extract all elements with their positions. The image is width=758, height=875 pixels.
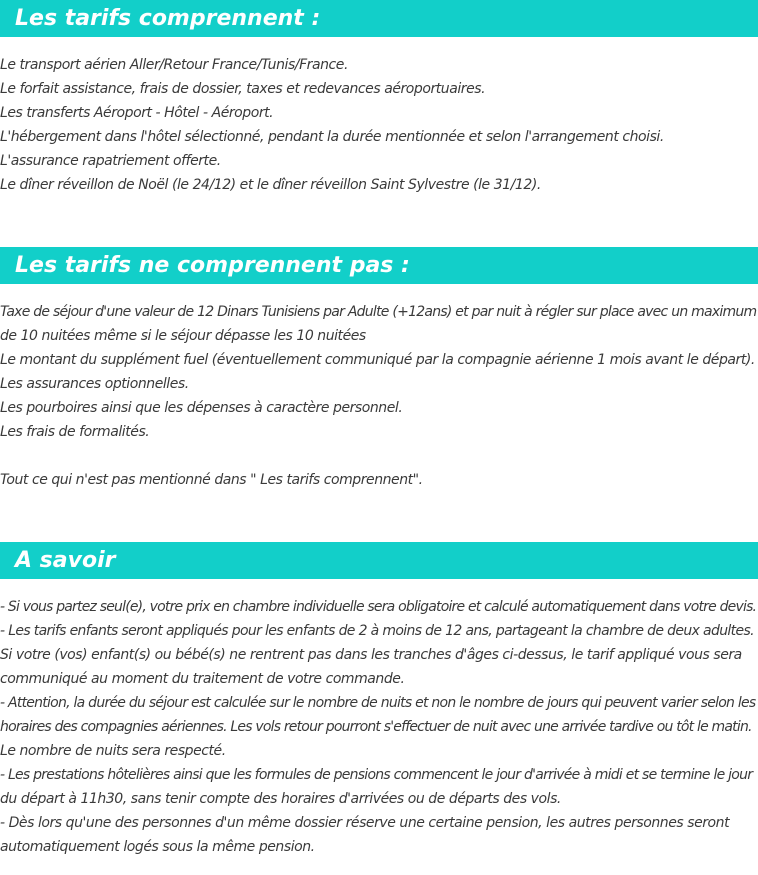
- included-line: Le dîner réveillon de Noël (le 24/12) et le dîner réveillon Saint Sylvestre (le 31/12).: [0, 177, 541, 193]
- excluded-section: [0, 247, 758, 492]
- excluded-spacer: [0, 444, 758, 468]
- included-line: Le transport aérien Aller/Retour France/Tunis/France.: [0, 57, 348, 73]
- good-to-know-line: - Les prestations hôtelières ainsi que les formules de pensions commencent le jour d'arrivée à midi et se termine le jour: [0, 767, 753, 783]
- included-header: [0, 0, 758, 37]
- good-to-know-header: [0, 542, 758, 579]
- included-line: Les transferts Aéroport - Hôtel - Aéroport.: [0, 105, 274, 121]
- excluded-footer-line: Tout ce qui n'est pas mentionné dans " Les tarifs comprennent".: [0, 472, 423, 488]
- included-line: L'hébergement dans l'hôtel sélectionné, pendant la durée mentionnée et selon l'arrangement choisi.: [0, 129, 664, 145]
- excluded-body: [0, 284, 758, 492]
- good-to-know-body: [0, 579, 758, 859]
- excluded-line: Le montant du supplément fuel (éventuellement communiqué par la compagnie aérienne 1 mois avant le départ).: [0, 352, 755, 368]
- excluded-line: Taxe de séjour d'une valeur de 12 Dinars Tunisiens par Adulte (+12ans) et par nuit à régler sur place avec un maximum: [0, 304, 757, 320]
- good-to-know-line: - Les tarifs enfants seront appliqués pour les enfants de 2 à moins de 12 ans, partageant la chambre de deux adultes.: [0, 623, 754, 639]
- included-line: Le forfait assistance, frais de dossier, taxes et redevances aéroportuaires.: [0, 81, 486, 97]
- excluded-line: de 10 nuitées même si le séjour dépasse les 10 nuitées: [0, 328, 366, 344]
- good-to-know-line: du départ à 11h30, sans tenir compte des horaires d'arrivées ou de départs des vols.: [0, 791, 561, 807]
- included-section: [0, 0, 758, 197]
- excluded-title: Les tarifs ne comprennent pas :: [15, 253, 410, 278]
- good-to-know-line: horaires des compagnies aériennes. Les vols retour pourront s'effectuer de nuit avec une arrivée tardive ou tôt le matin.: [0, 719, 752, 735]
- good-to-know-line: automatiquement logés sous la même pension.: [0, 839, 315, 855]
- good-to-know-line: Le nombre de nuits sera respecté.: [0, 743, 226, 759]
- excluded-header: [0, 247, 758, 284]
- good-to-know-section: [0, 542, 758, 859]
- good-to-know-title: A savoir: [15, 548, 116, 573]
- good-to-know-line: communiqué au moment du traitement de votre commande.: [0, 671, 405, 687]
- good-to-know-line: - Attention, la durée du séjour est calculée sur le nombre de nuits et non le nombre de jours qui peuvent varier selon les: [0, 695, 756, 711]
- included-line: L'assurance rapatriement offerte.: [0, 153, 221, 169]
- good-to-know-line: - Si vous partez seul(e), votre prix en chambre individuelle sera obligatoire et calculé automatiquement dans votre devis.: [0, 599, 757, 615]
- good-to-know-line: Si votre (vos) enfant(s) ou bébé(s) ne rentrent pas dans les tranches d'âges ci-dessus, le tarif appliqué vous sera: [0, 647, 742, 663]
- included-body: [0, 37, 758, 197]
- included-title: Les tarifs comprennent :: [15, 6, 321, 31]
- excluded-line: Les frais de formalités.: [0, 424, 150, 440]
- excluded-line: Les assurances optionnelles.: [0, 376, 189, 392]
- good-to-know-line: - Dès lors qu'une des personnes d'un même dossier réserve une certaine pension, les autres personnes seront: [0, 815, 730, 831]
- excluded-line: Les pourboires ainsi que les dépenses à caractère personnel.: [0, 400, 403, 416]
